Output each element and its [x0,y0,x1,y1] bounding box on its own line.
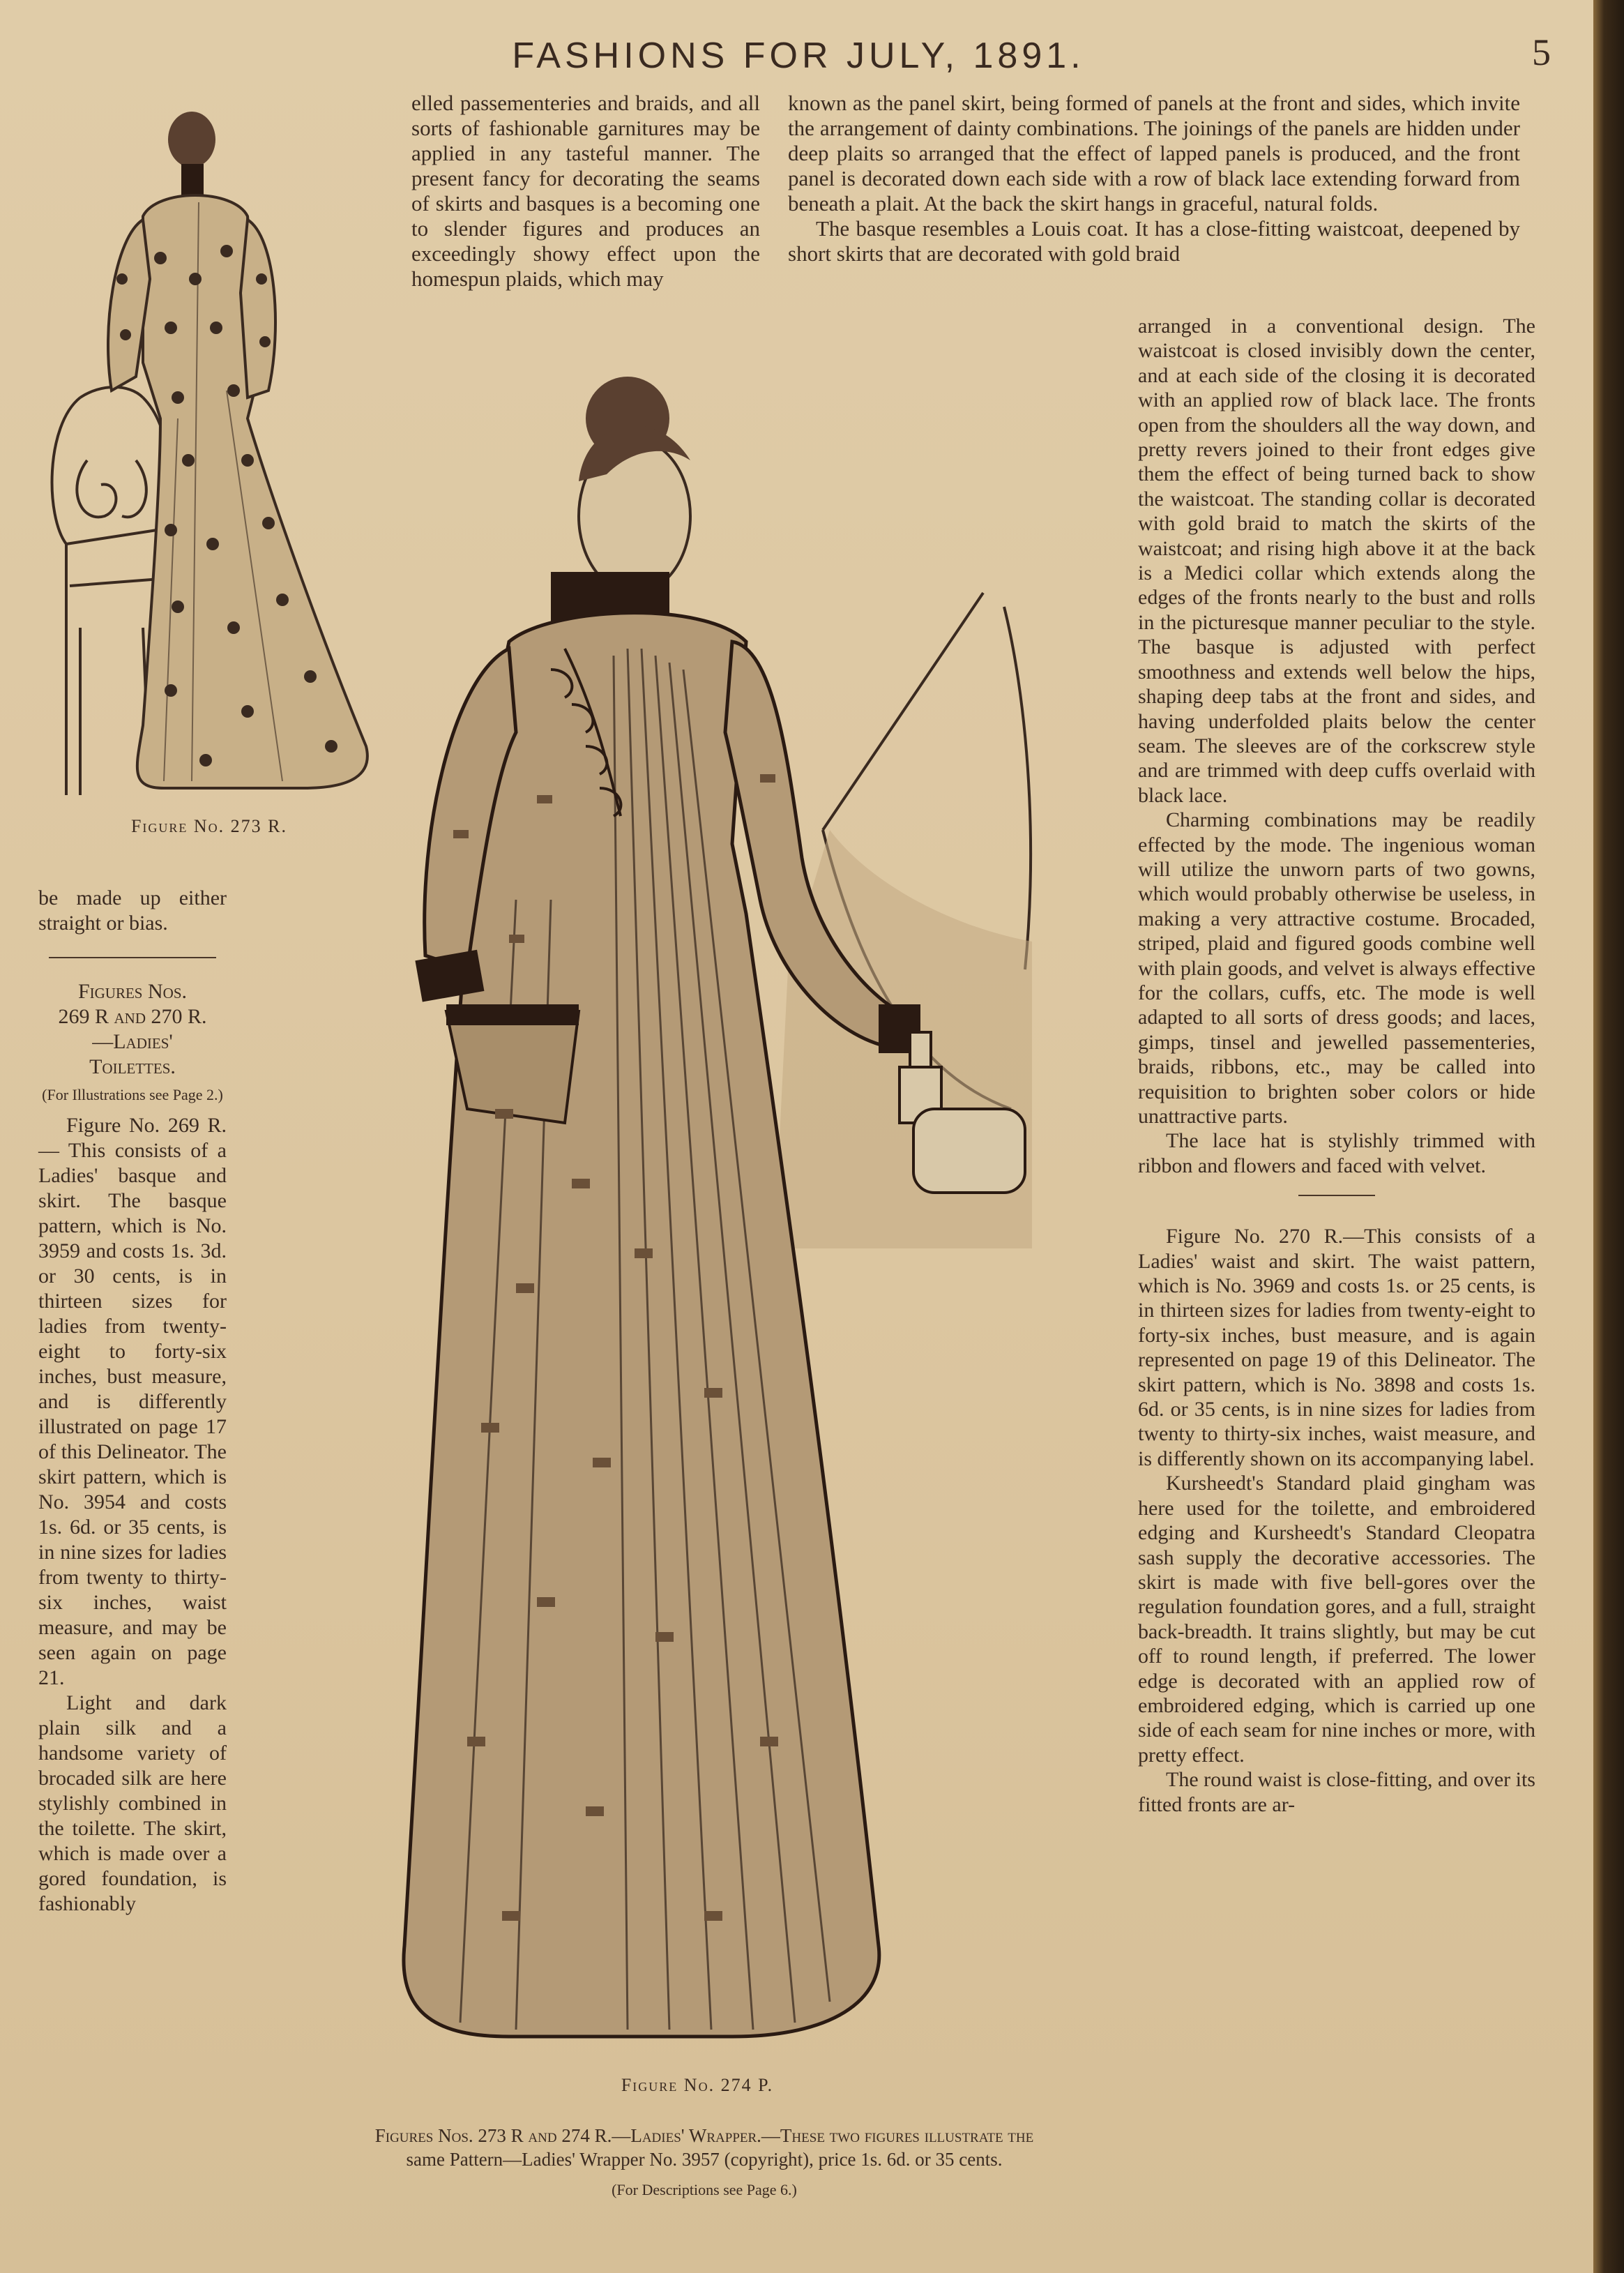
right-top-para-2: The basque resembles a Louis coat. It has a close-fitting waistcoat, deepened by short skirts that are decorated with gold braid [788,216,1520,266]
right-top-para-1: known as the panel skirt, being formed of panels at the front and sides, which invite the arrangement of dainty combinations. The joinings of the panels are hidden under deep plaits so arranged that the effect of lapped panels is produced, and the front panel is decorated down each side with a row of black lace extending forward from beneath a plait. At the back the skirt hangs in graceful, natural folds. [788,91,1520,216]
bottom-caption-line-1: Figures Nos. 273 R and 274 R.—Ladies' Wrapper.—These two figures illustrate the [374,2125,1034,2146]
bottom-caption-ref: (For Descriptions see Page 6.) [612,2181,797,2198]
left-column [38,886,227,1917]
left-heading-3: —Ladies' [92,1030,173,1053]
left-heading-2: 269 R and 270 R. [58,1005,207,1028]
figure-274-caption: Figure No. 274 P. [621,2075,774,2095]
page-number: 5 [1532,31,1551,73]
divider [1298,1195,1375,1196]
figure-273-caption: Figure No. 273 R. [130,816,288,836]
left-intro: be made up either straight or bias. [38,886,227,935]
right-para-3: The lace hat is stylishly trimmed with ribbon and flowers and faced with velvet. [1138,1129,1535,1177]
bottom-caption [258,2124,1151,2202]
left-heading-1: Figures Nos. [77,980,188,1003]
bottom-caption-line-2: same Pattern—Ladies' Wrapper No. 3957 (copyright), price 1s. 6d. or 35 cents. [406,2149,1003,2170]
right-para-2: Charming combinations may be readily effected by the mode. The ingenious woman will utilize the unworn parts of two gowns, which would probably otherwise be useless, in making a very attractive costume. Brocaded, striped, plaid and figured goods combine well with plain goods, and velvet is always effective for the collars, cuffs, etc. The mode is well adapted to all sorts of dress goods; and laces, gimps, tinsel and jewelled passementeries, braids, ribbons, etc., may be called into requisition to brighten sober colors or hide unattractive parts. [1138,808,1535,1128]
right-para-1: arranged in a conventional design. The waistcoat is closed invisibly down the center, and at each side of the closing it is decorated with an applied row of black lace. The fronts open from the shoulders all the way down, and pretty revers joined to their front edges give them the effect of being turned back to show the waistcoat. The standing collar is decorated with gold braid to match the skirts of the waistcoat; and rising high above it at the back is a Medici collar which extends along the edges of the fronts nearly to the bust and rolls in the picturesque manner peculiar to the style. The basque is adjusted with perfect smoothness and extends well below the hips, shaping deep tabs at the front and sides, and having underfolded plaits below the center seam. The sleeves are of the corkscrew style and are trimmed with deep cuffs overlaid with black lace. [1138,315,1535,807]
left-heading-ref: (For Illustrations see Page 2.) [42,1086,223,1103]
divider [49,957,216,958]
right-para-6: The round waist is close-fitting, and over its fitted fronts are ar- [1138,1768,1535,1816]
right-para-5: Kursheedt's Standard plaid gingham was here used for the toilette, and embroidered edging and Kursheedt's Standard Cleopatra sash supply the decorative accessories. The skirt is made with five bell-gores over the regulation foundation gores, and a full, straight back-breadth. It trains slightly, but may be cut off to round length, if preferred. The lower edge is decorated with an applied row of embroidered edging, which is carried up one side of each seam for nine inches or more, with pretty effect. [1138,1472,1535,1767]
left-para-2: Light and dark plain silk and a handsome variety of brocaded silk are here stylishly combined in the toilette. The skirt, which is made over a gored foundation, is fashionably [38,1691,227,1915]
left-para-1: Figure No. 269 R.— This consists of a Ladies' basque and skirt. The basque pattern, which is No. 3959 and costs 1s. 3d. or 30 cents, is in thirteen sizes for ladies from twenty-eight to forty-six inches, bust measure, and is differently illustrated on page 17 of this Delineator. The skirt pattern, which is No. 3954 and costs 1s. 6d. or 35 cents, is in nine sizes for ladies from twenty to thirty-six inches, waist measure, and may be seen again on page 21. [38,1114,227,1689]
page-edge [1593,0,1624,2273]
middle-top-text: elled passementeries and braids, and all sorts of fashionable garnitures may be applied in any tasteful manner. The present fancy for decorating the seams of skirts and basques is a becoming one to slender figures and produces an exceedingly showy effect upon the homespun plaids, which may [411,91,760,291]
right-para-4: Figure No. 270 R.—This consists of a Ladies' waist and skirt. The waist pattern, which is No. 3969 and costs 1s. or 25 cents, is in thirteen sizes for ladies from twenty-eight to forty-six inches, bust measure, and is again represented on page 19 of this Delineator. The skirt pattern, which is No. 3898 and costs 1s. 6d. or 35 cents, is in nine sizes for ladies from twenty to thirty-six inches, waist measure, and is differently shown on its accompanying label. [1138,1225,1535,1470]
figure-274-illustration [342,342,1046,2064]
right-top-column [788,91,1520,266]
right-column [1138,314,1535,1817]
left-heading-4: Toilettes. [89,1055,176,1078]
page-title: FASHIONS FOR JULY, 1891. [512,36,1085,76]
middle-top-column [411,91,760,292]
